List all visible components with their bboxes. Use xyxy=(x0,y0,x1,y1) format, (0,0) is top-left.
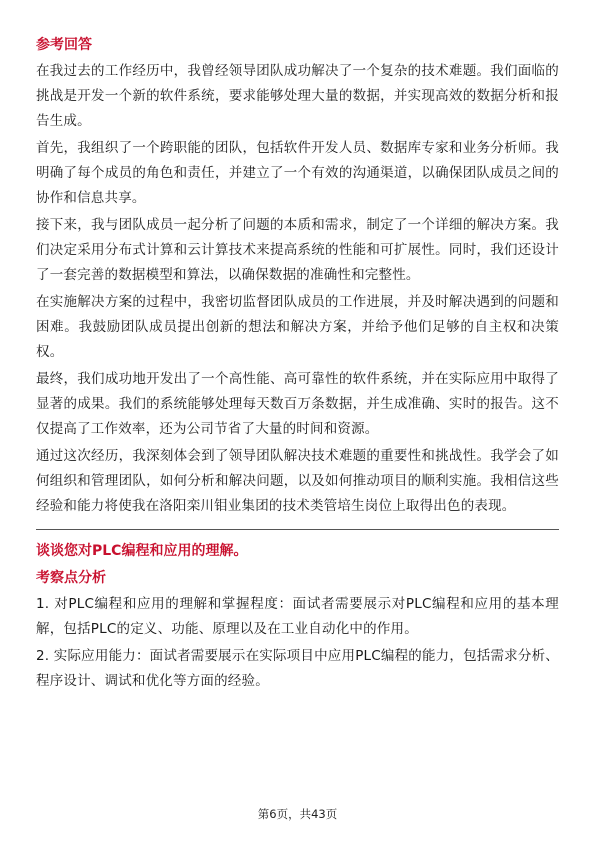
answer-paragraph: 在实施解决方案的过程中，我密切监督团队成员的工作进展，并及时解决遇到的问题和困难。我鼓励团队成员提出创新的想法和解决方案，并给予他们足够的自主权和决策权。 xyxy=(36,294,559,360)
page-number: 第6页，共43页 xyxy=(257,807,338,821)
answer-paragraph: 在我过去的工作经历中，我曾经领导团队成功解决了一个复杂的技术难题。我们面临的挑战是开发一个新的软件系统，要求能够处理大量的数据，并实现高效的数据分析和报告生成。 xyxy=(36,63,559,129)
question-title: 谈谈您对PLC编程和应用的理解。 xyxy=(36,543,248,559)
analysis-heading: 考察点分析 xyxy=(36,570,106,586)
answer-paragraph: 接下来，我与团队成员一起分析了问题的本质和需求，制定了一个详细的解决方案。我们决定采用分布式计算和云计算技术来提高系统的性能和可扩展性。同时，我们还设计了一套完善的数据模型和算法，以确保数据的准确性和完整性。 xyxy=(36,217,559,283)
answer-paragraph: 首先，我组织了一个跨职能的团队，包括软件开发人员、数据库专家和业务分析师。我明确了每个成员的角色和责任，并建立了一个有效的沟通渠道，以确保团队成员之间的协作和信息共享。 xyxy=(36,140,559,206)
section-divider xyxy=(36,529,559,530)
answer-paragraph: 最终，我们成功地开发出了一个高性能、高可靠性的软件系统，并在实际应用中取得了显著的成果。我们的系统能够处理每天数百万条数据，并生成准确、实时的报告。这不仅提高了工作效率，还为公司节省了大量的时间和资源。 xyxy=(36,371,559,437)
page-content xyxy=(36,35,559,696)
analysis-point: 1. 对PLC编程和应用的理解和掌握程度：面试者需要展示对PLC编程和应用的基本理解，包括PLC的定义、功能、原理以及在工业自动化中的作用。 xyxy=(36,596,559,637)
answer-heading: 参考回答 xyxy=(36,37,92,53)
analysis-point: 2. 实际应用能力：面试者需要展示在实际项目中应用PLC编程的能力，包括需求分析、程序设计、调试和优化等方面的经验。 xyxy=(36,648,559,689)
answer-paragraph: 通过这次经历，我深刻体会到了领导团队解决技术难题的重要性和挑战性。我学会了如何组织和管理团队，如何分析和解决问题，以及如何推动项目的顺利实施。我相信这些经验和能力将使我在洛阳栾川钼业集团的技术类管培生岗位上取得出色的表现。 xyxy=(36,448,559,514)
